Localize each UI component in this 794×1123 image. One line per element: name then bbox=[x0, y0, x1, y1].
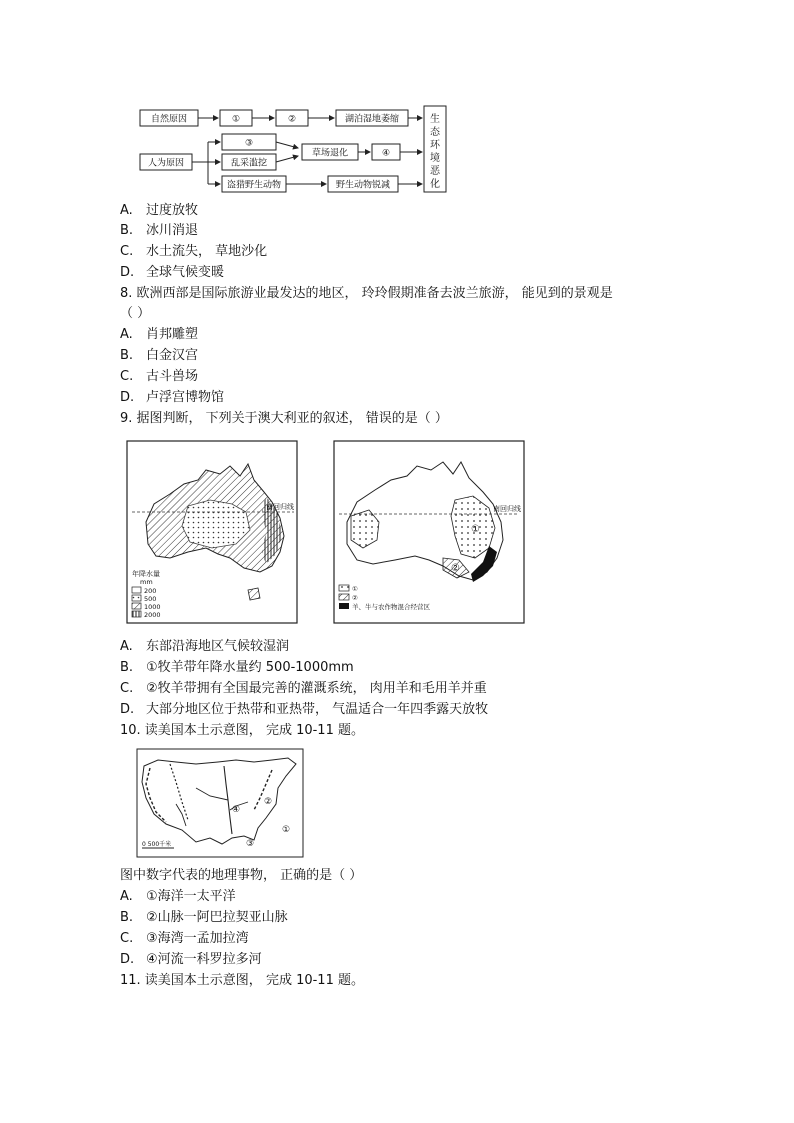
flow-hunting: 盗猎野生动物 bbox=[226, 180, 282, 191]
q8-stem-cont: （ ） bbox=[120, 306, 151, 321]
svg-text:200: 200 bbox=[144, 587, 157, 595]
q11-stem: 11. 读美国本土示意图， 完成 10-11 题。 bbox=[120, 973, 364, 988]
usa-map-scale: 0 500千米 bbox=[142, 841, 172, 848]
svg-text:环: 环 bbox=[430, 140, 440, 151]
svg-text:恶: 恶 bbox=[430, 166, 440, 177]
flow-natural-cause: 自然原因 bbox=[150, 114, 188, 125]
svg-text:②: ② bbox=[352, 594, 358, 602]
map1-tropic-label: 南回归线 bbox=[266, 503, 294, 511]
q10-option-c[interactable]: C. ③海湾一孟加拉湾 bbox=[120, 931, 249, 946]
q8-option-d[interactable]: D. 卢浮宫博物馆 bbox=[120, 390, 225, 405]
q7-option-c[interactable]: C. 水土流失， 草地沙化 bbox=[120, 244, 268, 259]
australia-rainfall-map bbox=[126, 440, 298, 624]
svg-text:500: 500 bbox=[144, 595, 157, 603]
flowchart-figure bbox=[138, 104, 450, 196]
svg-text:2000: 2000 bbox=[144, 611, 161, 619]
svg-text:境: 境 bbox=[430, 153, 440, 164]
q7-option-d[interactable]: D. 全球气候变暖 bbox=[120, 265, 225, 280]
flow-eco-change bbox=[430, 112, 441, 190]
q10-option-b[interactable]: B. ②山脉一阿巴拉契亚山脉 bbox=[120, 910, 288, 925]
q10-question: 图中数字代表的地理事物， 正确的是（ ） bbox=[120, 868, 363, 883]
svg-text:态: 态 bbox=[430, 127, 440, 138]
q10-option-d[interactable]: D. ④河流一科罗拉多河 bbox=[120, 952, 262, 967]
q9-option-c[interactable]: C. ②牧羊带拥有全国最完善的灌溉系统， 肉用羊和毛用羊并重 bbox=[120, 681, 487, 696]
q9-option-a[interactable]: A. 东部沿海地区气候较湿润 bbox=[120, 639, 290, 654]
map2-label-1: ① bbox=[471, 524, 480, 535]
flow-wildlife-decline: 野生动物锐减 bbox=[335, 180, 391, 191]
q8-option-c[interactable]: C. 古斗兽场 bbox=[120, 369, 199, 384]
q8-option-b[interactable]: B. 白金汉宫 bbox=[120, 348, 199, 363]
svg-text:年降水量: 年降水量 bbox=[132, 570, 160, 578]
q8-stem: 8. 欧洲西部是国际旅游业最发达的地区， 玲玲假期准备去波兰旅游， 能见到的景观是 bbox=[120, 286, 613, 301]
usa-map-label-2: ② bbox=[264, 797, 273, 807]
flow-step-1: ① bbox=[231, 114, 241, 125]
q8-option-a[interactable]: A. 肖邦雕塑 bbox=[120, 327, 199, 342]
svg-text:1000: 1000 bbox=[144, 603, 161, 611]
svg-text:羊、牛与农作物混合经营区: 羊、牛与农作物混合经营区 bbox=[352, 603, 430, 611]
q7-option-a[interactable]: A. 过度放牧 bbox=[120, 203, 199, 218]
usa-map-label-1: ① bbox=[282, 825, 291, 835]
usa-map-label-3: ③ bbox=[246, 839, 255, 849]
q7-option-b[interactable]: B. 冰川消退 bbox=[120, 223, 199, 238]
usa-map bbox=[136, 748, 304, 858]
q10-option-a[interactable]: A. ①海洋一太平洋 bbox=[120, 889, 236, 904]
svg-text:化: 化 bbox=[430, 179, 440, 190]
flow-step-2: ② bbox=[287, 114, 297, 125]
flow-step-3: ③ bbox=[244, 138, 254, 149]
svg-text:生: 生 bbox=[430, 114, 440, 125]
flow-lake-shrink: 湖泊湿地萎缩 bbox=[344, 114, 400, 125]
q9-option-b[interactable]: B. ①牧羊带年降水量约 500-1000mm bbox=[120, 660, 354, 675]
q9-stem: 9. 据图判断， 下列关于澳大利亚的叙述， 错误的是（ ） bbox=[120, 411, 448, 426]
map2-tropic-label: 南回归线 bbox=[493, 505, 521, 513]
map2-label-2: ② bbox=[451, 563, 460, 574]
australia-agriculture-map bbox=[333, 440, 525, 624]
q9-option-d[interactable]: D. 大部分地区位于热带和亚热带， 气温适合一年四季露天放牧 bbox=[120, 702, 489, 717]
svg-text:mm: mm bbox=[140, 578, 153, 586]
flow-step-4: ④ bbox=[381, 148, 391, 159]
usa-map-label-4: ④ bbox=[232, 805, 241, 815]
svg-text:①: ① bbox=[352, 585, 358, 593]
q10-stem: 10. 读美国本土示意图， 完成 10-11 题。 bbox=[120, 723, 364, 738]
flow-human-cause: 人为原因 bbox=[147, 158, 185, 169]
flow-overdig: 乱采滥挖 bbox=[230, 158, 268, 169]
flow-grass-degrade: 草场退化 bbox=[311, 148, 349, 159]
